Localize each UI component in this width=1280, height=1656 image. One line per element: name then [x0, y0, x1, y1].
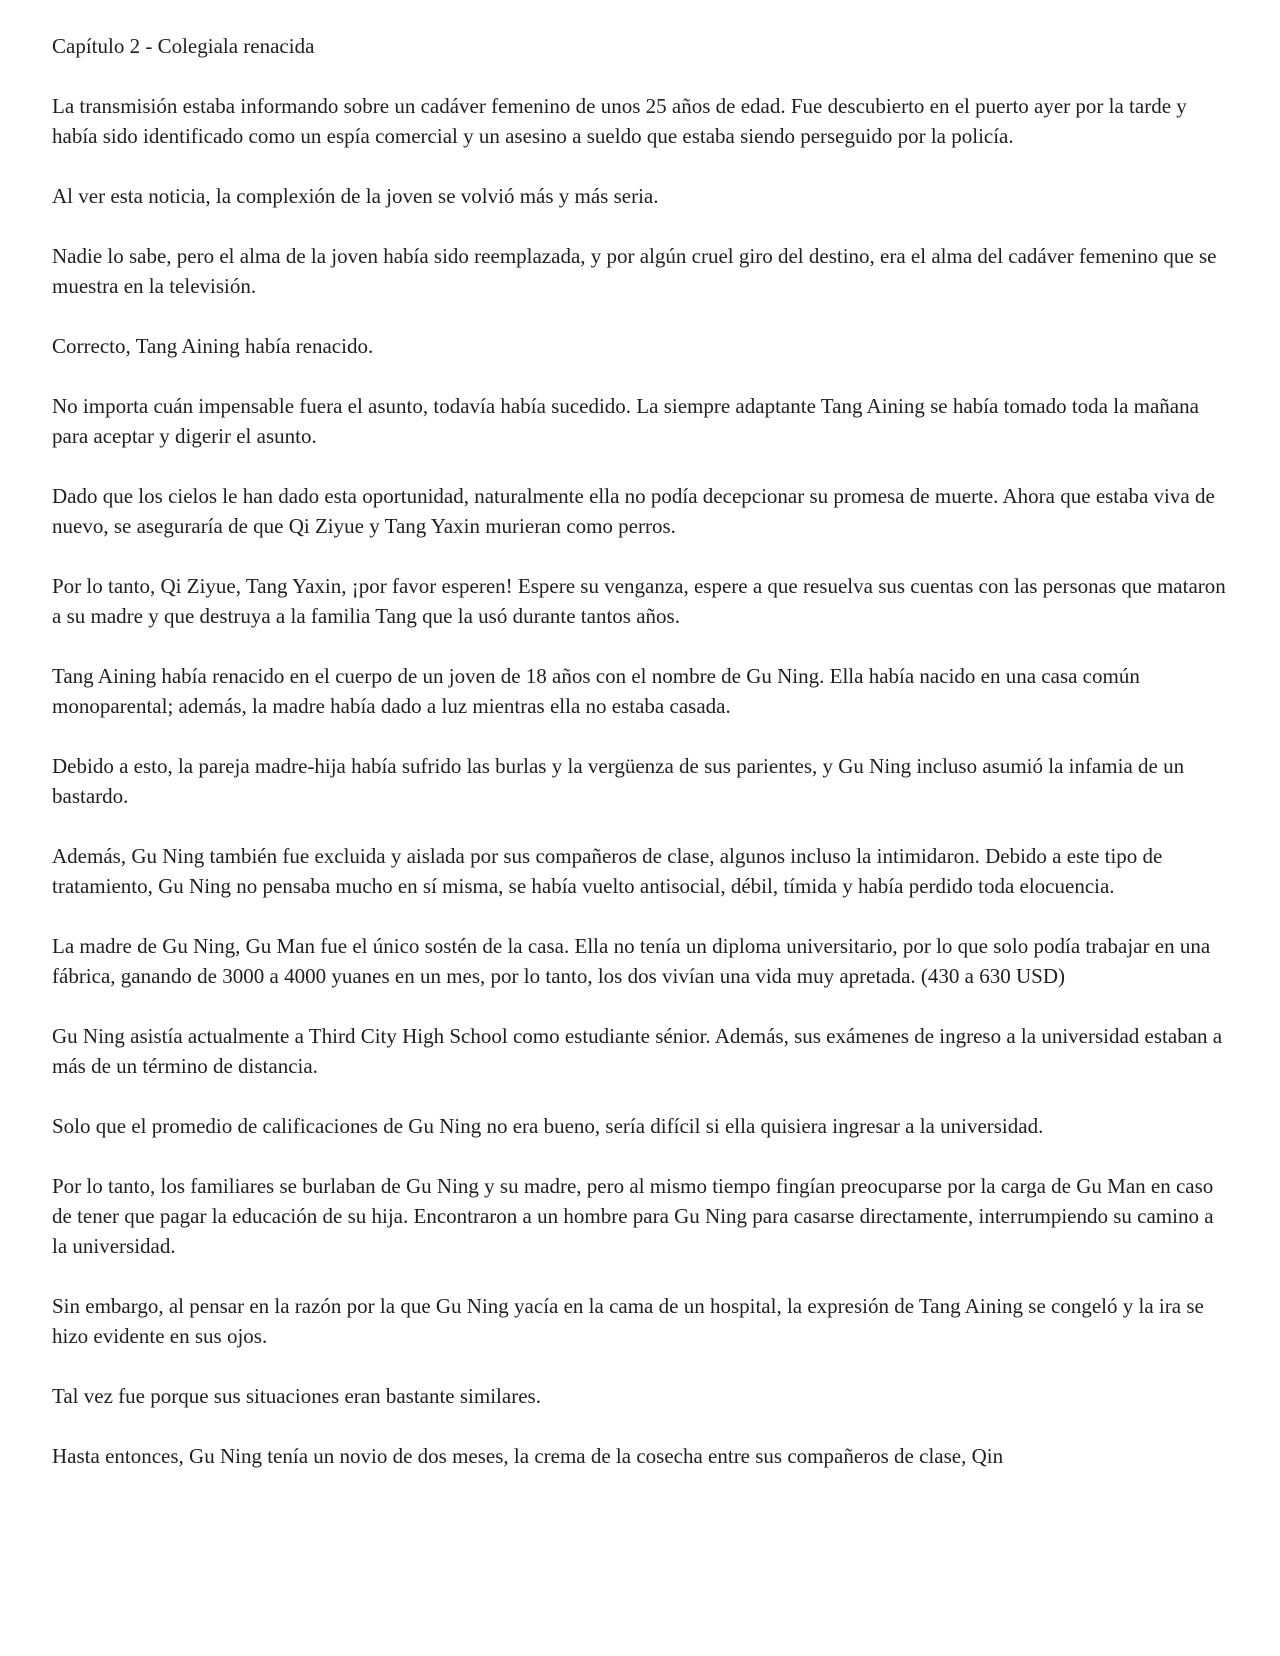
paragraph-5: No importa cuán impensable fuera el asunto, todavía había sucedido. La siempre adaptante Tang Aining se había tomado toda la mañana para aceptar y digerir el asunto.	[52, 394, 1199, 448]
paragraph-15: Sin embargo, al pensar en la razón por la que Gu Ning yacía en la cama de un hospital, la expresión de Tang Aining se congeló y la ira se hizo evidente en sus ojos.	[52, 1294, 1204, 1348]
paragraph-9: Debido a esto, la pareja madre-hija había sufrido las burlas y la vergüenza de sus parientes, y Gu Ning incluso asumió la infamia de un bastardo.	[52, 754, 1185, 808]
paragraph-3: Nadie lo sabe, pero el alma de la joven había sido reemplazada, y por algún cruel giro del destino, era el alma del cadáver femenino que se muestra en la televisión.	[52, 244, 1217, 298]
paragraph-8: Tang Aining había renacido en el cuerpo de un joven de 18 años con el nombre de Gu Ning. Ella había nacido en una casa común monoparental; además, la madre había dado a luz mientras ella no estaba casada.	[52, 664, 1140, 718]
paragraph-4: Correcto, Tang Aining había renacido.	[52, 334, 374, 358]
paragraph-1: La transmisión estaba informando sobre un cadáver femenino de unos 25 años de edad. Fue descubierto en el puerto ayer por la tarde y había sido identificado como un espía comercial y un asesino a sueldo que estaba siendo perseguido por la policía.	[52, 94, 1187, 148]
paragraph-10: Además, Gu Ning también fue excluida y aislada por sus compañeros de clase, algunos incluso la intimidaron. Debido a este tipo de tratamiento, Gu Ning no pensaba mucho en sí misma, se había vuelto antisocial, débil, tímida y había perdido toda elocuencia.	[52, 844, 1163, 898]
paragraph-17: Hasta entonces, Gu Ning tenía un novio de dos meses, la crema de la cosecha entre sus compañeros de clase, Qin	[52, 1444, 1004, 1468]
paragraph-13: Solo que el promedio de calificaciones de Gu Ning no era bueno, sería difícil si ella quisiera ingresar a la universidad.	[52, 1114, 1044, 1138]
document-page	[52, 31, 1232, 1471]
paragraph-14: Por lo tanto, los familiares se burlaban de Gu Ning y su madre, pero al mismo tiempo fingían preocuparse por la carga de Gu Man en caso de tener que pagar la educación de su hija. Encontraron a un hombre para Gu Ning para casarse directamente, interrumpiendo su camino a la universidad.	[52, 1174, 1214, 1258]
paragraph-2: Al ver esta noticia, la complexión de la joven se volvió más y más seria.	[52, 184, 659, 208]
paragraph-11: La madre de Gu Ning, Gu Man fue el único sostén de la casa. Ella no tenía un diploma universitario, por lo que solo podía trabajar en una fábrica, ganando de 3000 a 4000 yuanes en un mes, por lo tanto, los dos vivían una vida muy apretada. (430 a 630 USD)	[52, 934, 1211, 988]
paragraph-12: Gu Ning asistía actualmente a Third City High School como estudiante sénior. Además, sus exámenes de ingreso a la universidad estaban a más de un término de distancia.	[52, 1024, 1223, 1078]
paragraph-16: Tal vez fue porque sus situaciones eran bastante similares.	[52, 1384, 541, 1408]
paragraph-6: Dado que los cielos le han dado esta oportunidad, naturalmente ella no podía decepcionar su promesa de muerte. Ahora que estaba viva de nuevo, se aseguraría de que Qi Ziyue y Tang Yaxin murieran como perros.	[52, 484, 1215, 538]
paragraph-7: Por lo tanto, Qi Ziyue, Tang Yaxin, ¡por favor esperen! Espere su venganza, espere a que resuelva sus cuentas con las personas que mataron a su madre y que destruya a la familia Tang que la usó durante tantos años.	[52, 574, 1226, 628]
chapter-title: Capítulo 2 - Colegiala renacida	[52, 34, 315, 58]
